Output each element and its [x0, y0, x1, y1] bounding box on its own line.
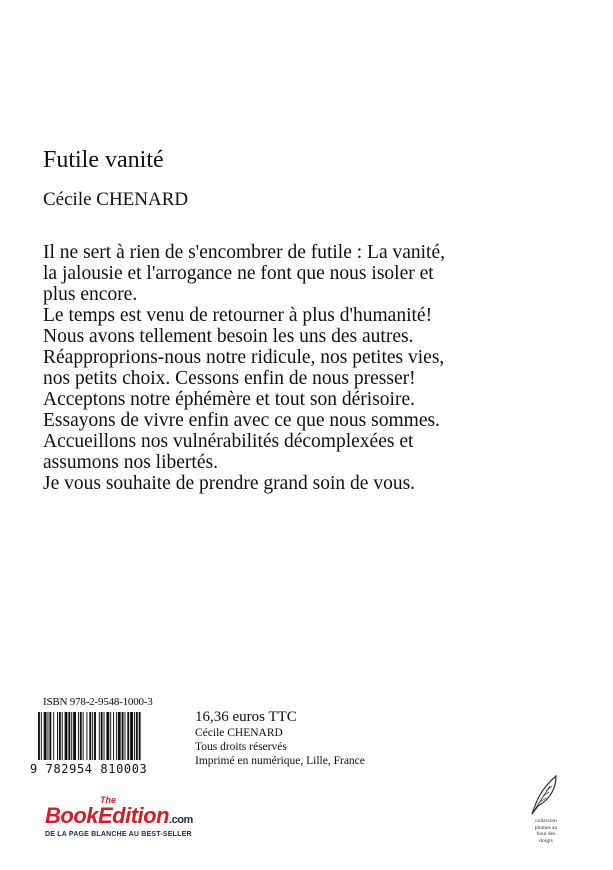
book-author: Cécile CHENARD: [43, 189, 189, 210]
logo-tagline: DE LA PAGE BLANCHE AU BEST-SELLER: [45, 831, 192, 838]
blurb-paragraph: Il ne sert à rien de s'encombrer de futile : La vanité, la jalousie et l'arrogance ne font que nous isoler et plus encore.: [43, 242, 446, 305]
logo-name-text: BookEdition: [45, 803, 170, 828]
publication-info: [195, 708, 365, 768]
blurb-paragraph: Nous avons tellement besoin les uns des autres.: [43, 326, 414, 347]
collection-line: plumes au: [534, 824, 558, 831]
blurb-paragraph: Je vous souhaite de prendre grand soin de vous.: [43, 473, 416, 494]
collection-line: bout des: [536, 831, 556, 837]
publisher-logo: [45, 795, 245, 845]
collection-line: doigts: [539, 837, 553, 844]
collection-line: collection: [535, 818, 557, 824]
book-title: Futile vanité: [43, 147, 164, 173]
rights-notice: Tous droits réservés: [195, 741, 287, 753]
collection-label: [520, 818, 572, 844]
blurb-paragraph: Réapproprions-nous notre ridicule, nos petites vies, nos petits choix. Cessons enfin de nous presser! Acceptons notre éphémère et tout son dérisoire. Essayons de vivre enfin avec ce que nous sommes. Accueillons nos vulnérabilités décomplexées et assumons nos libertés.: [43, 347, 445, 473]
price: 16,36 euros TTC: [195, 709, 297, 725]
info-author: Cécile CHENARD: [195, 727, 283, 739]
isbn-label: ISBN 978-2-9548-1000-3: [43, 696, 153, 708]
logo-name: [45, 803, 193, 829]
blurb-paragraph: Le temps est venu de retourner à plus d'humanité!: [43, 305, 433, 326]
barcode: [30, 712, 180, 768]
logo-domain: .com: [169, 814, 193, 826]
barcode-digits: 9 782954 810003: [30, 762, 148, 776]
feather-icon: [526, 772, 562, 816]
back-cover-blurb: [43, 242, 463, 494]
print-notice: Imprimé en numérique, Lille, France: [195, 755, 365, 767]
logo-the: The: [100, 795, 117, 805]
